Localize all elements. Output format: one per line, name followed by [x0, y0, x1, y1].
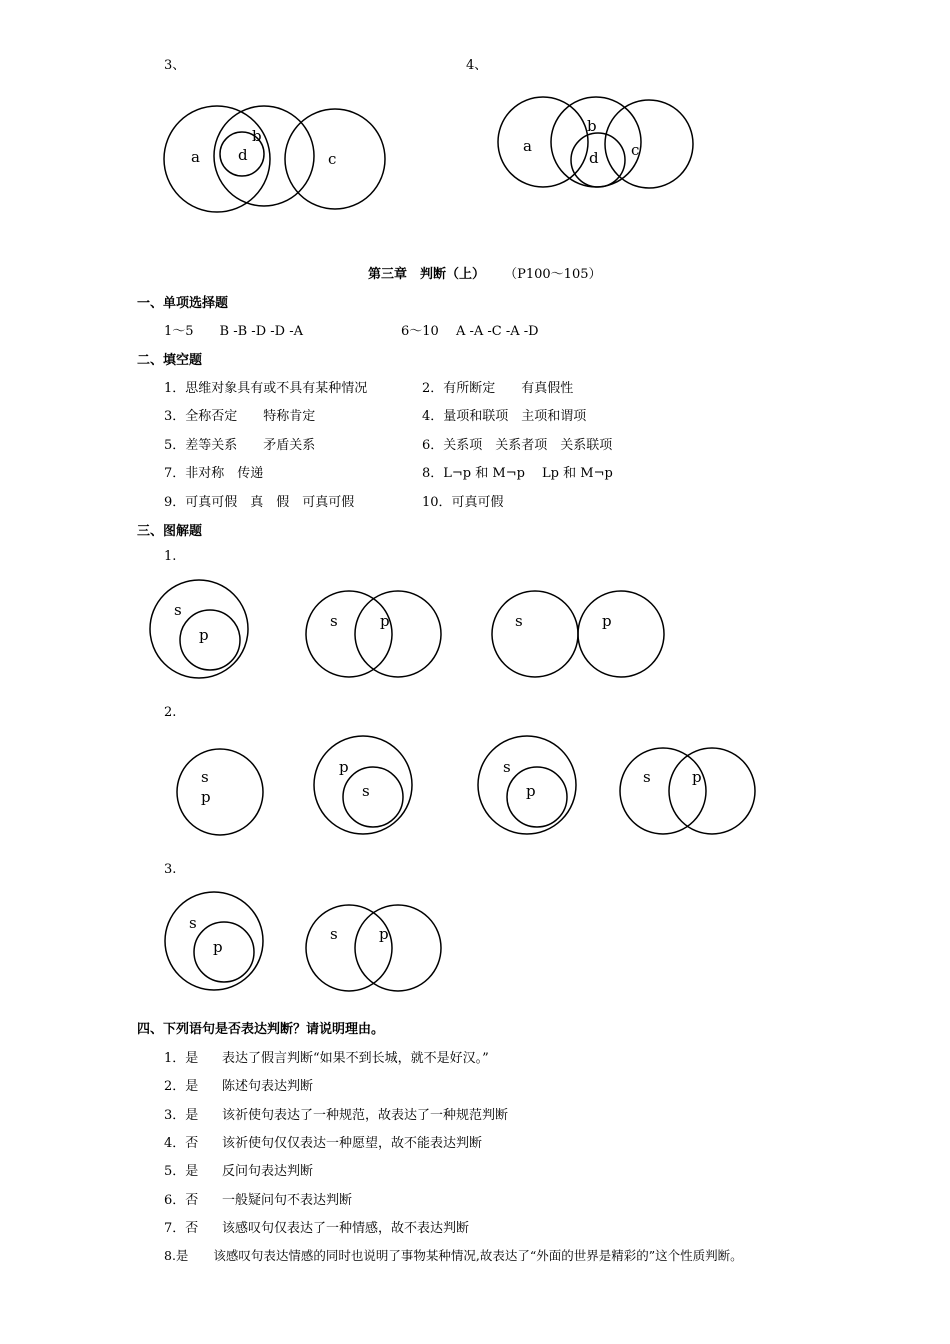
judgment-item-text: 陈述句表达判断	[222, 1079, 314, 1094]
judgment-item-8: 8.是 该感叹句表达情感的同时也说明了事物某种情况,故表达了“外面的世界是精彩的”这个性质判断。	[164, 1248, 743, 1263]
inner-circle-p	[180, 610, 240, 670]
judgment-item-number: 1．是	[164, 1051, 199, 1066]
judgment-item-text: 该祈使句表达了一种规范，故表达了一种规范判断	[222, 1108, 509, 1123]
venn-figure-4	[490, 90, 710, 200]
chapter-name: 第三章 判断（上）	[368, 267, 486, 282]
label-p: p	[692, 768, 702, 786]
label-s: s	[643, 768, 651, 786]
section-1-answers-right: 6～10 A -A -C -A -D	[401, 324, 539, 339]
fill-item-right: 8．L¬p 和 M¬p Lp 和 M¬p	[422, 466, 613, 481]
circle-s	[306, 905, 392, 991]
label-s: s	[201, 768, 209, 786]
judgment-item-number: 6．否	[164, 1193, 199, 1208]
label-s: s	[174, 601, 182, 619]
circle-p	[578, 591, 664, 677]
label-s: s	[189, 914, 197, 932]
label-c: c	[631, 141, 640, 159]
label-c: c	[328, 150, 337, 168]
label-p: p	[339, 758, 349, 776]
judgment-item-number: 4．否	[164, 1136, 199, 1151]
fill-item-right: 4．量项和联项 主项和谓项	[422, 409, 587, 424]
judgment-item-text: 一般疑问句不表达判断	[222, 1193, 353, 1208]
judgment-item-number: 7．否	[164, 1221, 199, 1236]
label-s: s	[330, 612, 338, 630]
label-b: b	[587, 117, 597, 135]
fill-item-right: 10．可真可假	[422, 495, 504, 510]
label-p: p	[380, 612, 390, 630]
circle-b	[551, 97, 641, 187]
section-1-answers-left: 1～5 B -B -D -D -A	[164, 324, 303, 339]
label-s: s	[503, 758, 511, 776]
fill-item-left: 9．可真可假 真 假 可真可假	[164, 495, 355, 510]
label-p: p	[379, 925, 389, 943]
inner-circle-p	[194, 922, 254, 982]
judgment-item-text: 反问句表达判断	[222, 1164, 314, 1179]
section-3-heading: 三、图解题	[137, 524, 203, 539]
fill-item-left: 3．全称否定 特称肯定	[164, 409, 316, 424]
diagram-q3	[155, 890, 455, 995]
circle-s	[620, 748, 706, 834]
label-b: b	[252, 127, 262, 145]
fill-item-left: 1．思维对象具有或不具有某种情况	[164, 381, 368, 396]
venn-figure-3	[150, 95, 400, 225]
circle-s-p	[177, 749, 263, 835]
diagram-q2	[170, 735, 770, 840]
judgment-item-text: 表达了假言判断“如果不到长城，就不是好汉。”	[222, 1051, 489, 1066]
fill-item-left: 7．非对称 传递	[164, 466, 264, 481]
label-p: p	[526, 782, 536, 800]
diagram-q1	[140, 580, 680, 690]
circle-s	[492, 591, 578, 677]
circle-p	[669, 748, 755, 834]
circle-p	[355, 905, 441, 991]
label-p: p	[199, 626, 209, 644]
label-s: s	[330, 925, 338, 943]
inner-circle-s	[343, 767, 403, 827]
figure-4-label: 4、	[466, 58, 488, 73]
fill-item-left: 5．差等关系 矛盾关系	[164, 438, 316, 453]
section-2-heading: 二、填空题	[137, 353, 203, 368]
fill-item-right: 2．有所断定 有真假性	[422, 381, 574, 396]
diagram-q1-label: 1.	[164, 549, 177, 564]
figure-3-label: 3、	[164, 58, 186, 73]
label-a: a	[191, 148, 200, 166]
judgment-item-number: 3．是	[164, 1108, 199, 1123]
circle-s	[306, 591, 392, 677]
label-s: s	[362, 782, 370, 800]
fill-item-right: 6．关系项 关系者项 关系联项	[422, 438, 613, 453]
label-a: a	[523, 137, 532, 155]
label-p: p	[602, 612, 612, 630]
judgment-item-text: 该感叹句仅表达了一种情感，故不表达判断	[222, 1221, 470, 1236]
section-4-heading: 四、下列语句是否表达判断？请说明理由。	[137, 1022, 385, 1037]
label-d: d	[589, 149, 599, 167]
label-p: p	[201, 788, 211, 806]
judgment-item-number: 5．是	[164, 1164, 199, 1179]
chapter-pages: （P100～105）	[504, 267, 602, 282]
circle-p	[355, 591, 441, 677]
section-1-heading: 一、单项选择题	[137, 296, 229, 311]
chapter-title	[368, 263, 601, 282]
label-s: s	[515, 612, 523, 630]
inner-circle-p	[507, 767, 567, 827]
diagram-q3-label: 3.	[164, 862, 177, 877]
circle-a	[164, 106, 270, 212]
judgment-item-text: 该祈使句仅仅表达一种愿望，故不能表达判断	[222, 1136, 483, 1151]
label-p: p	[213, 938, 223, 956]
circle-c	[605, 100, 693, 188]
diagram-q2-label: 2.	[164, 705, 177, 720]
label-d: d	[238, 146, 248, 164]
judgment-item-number: 2．是	[164, 1079, 199, 1094]
